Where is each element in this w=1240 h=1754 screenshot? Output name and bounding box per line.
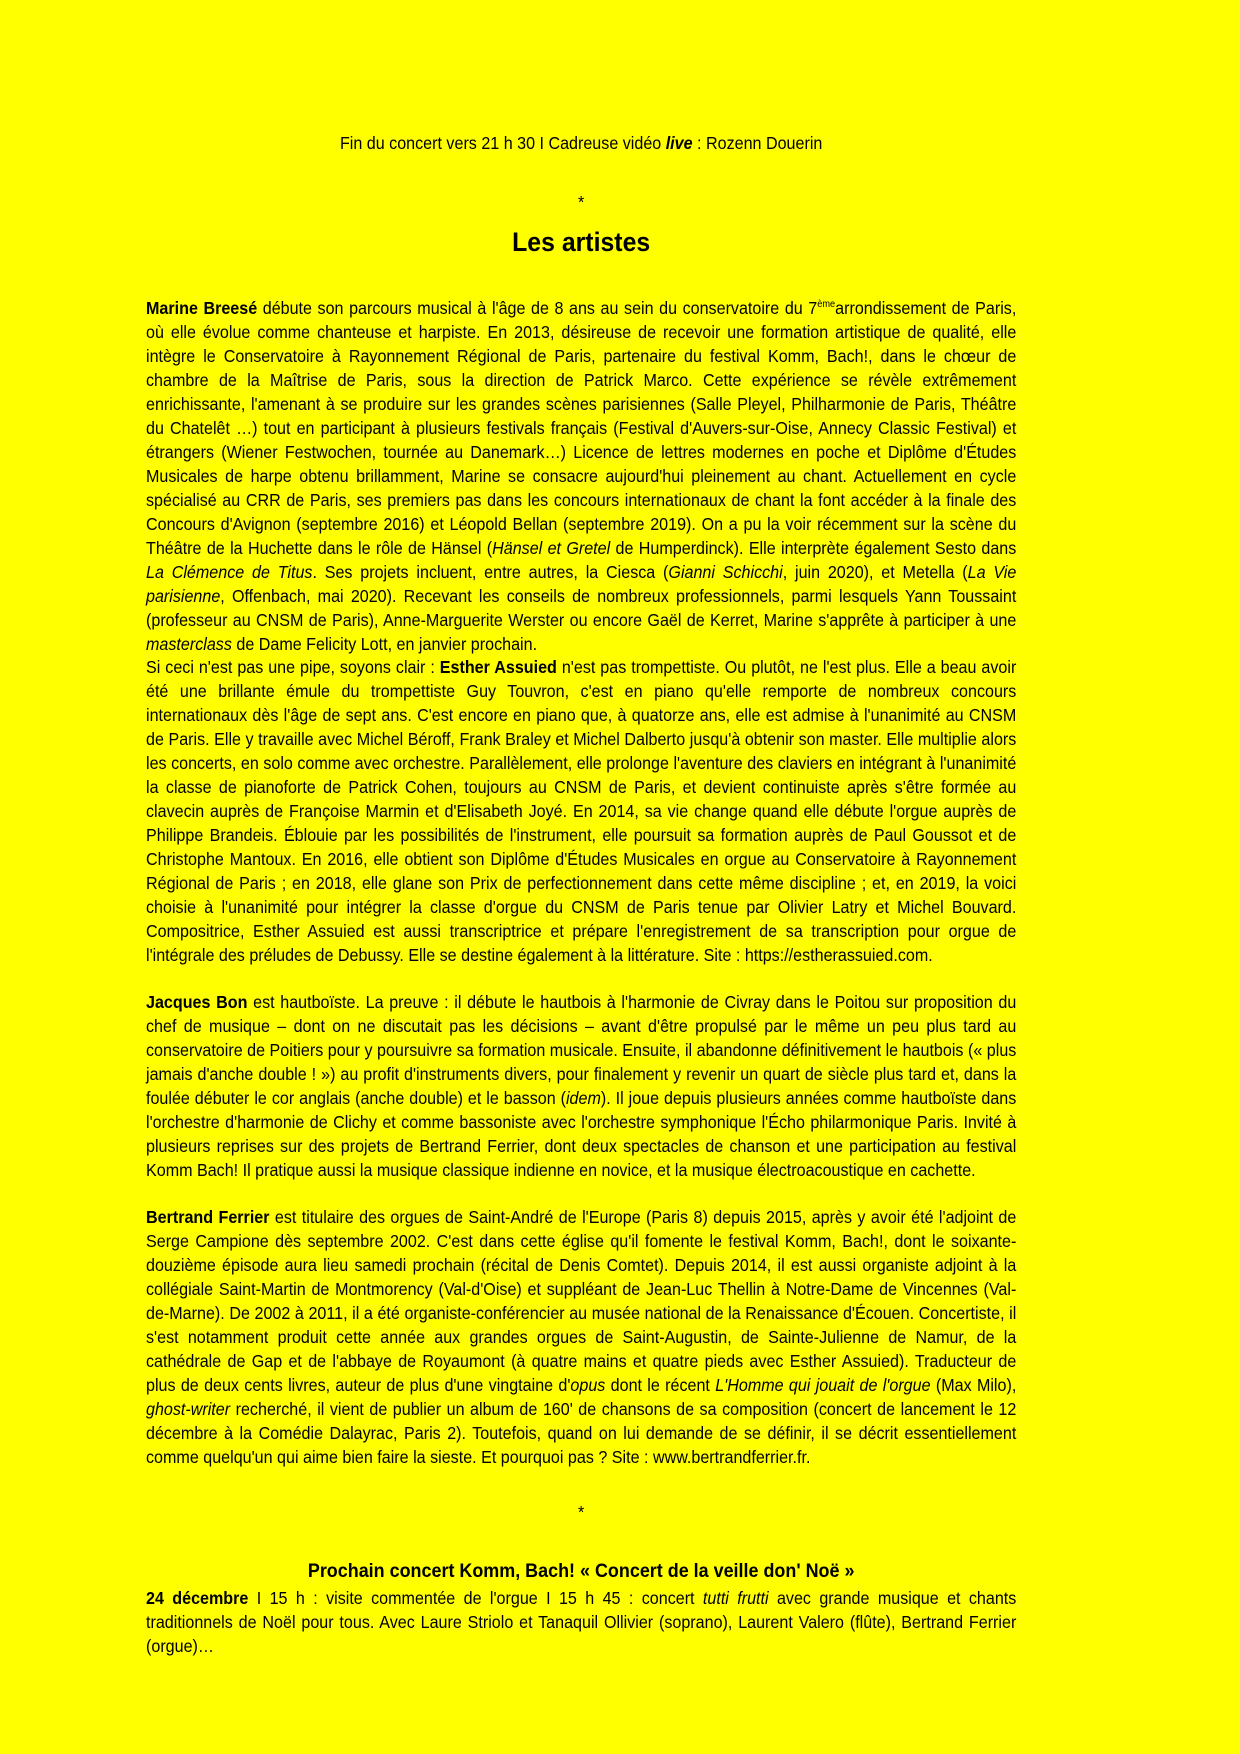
italic-run: opus <box>570 1375 606 1395</box>
bold-run: 24 décembre <box>146 1588 249 1608</box>
text-run: arrondissement de Paris, où elle évolue comme chanteuse et harpiste. En 2013, désireuse de recevoir une formation artistique de qualité, elle intègre le Conservatoire à Rayonnement Régional de Paris, partenaire du festival Komm, Bach!, dans le chœur de chambre de la Maîtrise de Paris, sous la direction de Patrick Marco. Cette expérience se révèle extrêmement enrichissante, l'amenant à se produire sur les grandes scènes parisiennes (Salle Pleyel, Philharmonie de Paris, Théâtre du Chatelêt …) tout en participant à plusieurs festivals français (Festival d'Auvers-sur-Oise, Annecy Classic Festival) et étrangers (Wiener Festwochen, tournée au Danemark…) Licence de lettres modernes en poche et Diplôme d'Études Musicales de harpe obtenu brillamment, Marine se consacre aujourd'hui pleinement au chant. Actuellement en cycle spécialisé au CRR de Paris, ses premiers pas dans les concours internationaux de chant la font accéder à la finale des Concours d'Avignon (septembre 2016) et Léopold Bellan (septembre 2019). On a pu la voir récemment sur la scène du Théâtre de la Huchette dans le rôle de Hänsel ( <box>146 298 1017 558</box>
italic-run: ghost-writer <box>146 1399 231 1419</box>
superscript-run: ème <box>817 299 836 311</box>
bold-run: Marine Breesé <box>146 298 258 318</box>
concert-info-line <box>146 131 1016 155</box>
bio-bertrand-ferrier <box>146 1205 1016 1469</box>
text-run: ). Il joue depuis plusieurs années comme hautboïste dans l'orchestre d'harmonie de Clichy et comme bassoniste avec l'orchestre symphonique l'Écho philarmonique Paris. Invité à plusieurs reprises sur des projets de Bertrand Ferrier, dont deux spectacles de chanson et une participation au festival Komm Bach! Il pratique aussi la musique classique indienne en novice, et la musique électroacoustique en cachette. <box>146 1088 1017 1180</box>
section-title: Les artistes <box>512 227 651 257</box>
next-concert-title: Prochain concert Komm, Bach! « Concert de la veille don' Noë » <box>307 1560 855 1582</box>
cadreuse-name: : Rozenn Douerin <box>692 133 823 153</box>
text-run: débute son parcours musical à l'âge de 8 ans au sein du conservatoire du 7 <box>257 298 818 318</box>
bio-jacques-bon <box>146 990 1016 1182</box>
text-run: , juin 2020), et Metella ( <box>782 562 968 582</box>
bold-run: Esther Assuied <box>439 657 557 677</box>
text-run: I 15 h : visite commentée de l'orgue I 15 h 45 : concert <box>248 1588 703 1608</box>
bio-marine-breese <box>146 296 1016 656</box>
bold-run: Jacques Bon <box>146 992 248 1012</box>
text-run: (Max Milo), <box>930 1375 1017 1395</box>
italic-run: idem <box>565 1088 601 1108</box>
italic-run: Gianni Schicchi <box>668 562 783 582</box>
separator-asterisk-2: * <box>578 1502 585 1522</box>
bold-run: Bertrand Ferrier <box>146 1207 270 1227</box>
italic-run: Hänsel et Gretel <box>492 538 611 558</box>
text-run: de Humperdinck). Elle interprète également Sesto dans <box>610 538 1017 558</box>
text-run: recherché, il vient de publier un album de 160' de chansons de sa composition (concert de lancement le 12 décembre à la Comédie Dalayrac, Paris 2). Toutefois, quand on lui demande de se définir, il se décrit essentiellement comme quelqu'un qui aime bien faire la sieste. Et pourquoi pas ? Site : www.bertrandferrier.fr. <box>146 1399 1017 1467</box>
italic-run: La Vie parisienne <box>146 562 1017 606</box>
text-run: dont le récent <box>605 1375 716 1395</box>
italic-run: masterclass <box>146 634 232 654</box>
text-run: est hautboïste. La preuve : il débute le hautbois à l'harmonie de Civray dans le Poitou sur proposition du chef de musique – dont on ne discutait pas les décisions – avant d'être propulsé par le même un peu plus tard au conservatoire de Poitiers pour y poursuivre sa formation musicale. Ensuite, il abandonne définitivement le hautbois (« plus jamais d'anche double ! ») au profit d'instruments divers, pour finalement y revenir un quart de siècle plus tard et, dans la foulée débuter le cor anglais (anche double) et le basson ( <box>146 992 1017 1108</box>
text-run: avec grande musique et chants traditionnels de Noël pour tous. Avec Laure Striolo et Tanaquil Ollivier (soprano), Laurent Valero (flûte), Bertrand Ferrier (orgue)… <box>146 1588 1017 1656</box>
separator-asterisk: * <box>578 192 585 212</box>
text-run: . Ses projets incluent, entre autres, la Ciesca ( <box>312 562 669 582</box>
text-run: n'est pas trompettiste. Ou plutôt, ne l'est plus. Elle a beau avoir été une brillante émule du trompettiste Guy Touvron, c'est en piano qu'elle remporte de nombreux concours internationaux dès l'âge de sept ans. C'est encore en piano que, à quatorze ans, elle est admise à l'unanimité au CNSM de Paris. Elle y travaille avec Michel Béroff, Frank Braley et Michel Dalberto jusqu'à obtenir son master. Elle multiplie alors les concerts, en solo comme avec orchestre. Parallèlement, elle prolonge l'aventure des claviers en intégrant à l'unanimité la classe de pianoforte de Patrick Cohen, toujours au CNSM de Paris, et devient continuiste après s'être formée au clavecin auprès de Françoise Marmin et d'Elisabeth Joyé. En 2014, sa vie change quand elle débute l'orgue auprès de Philippe Brandeis. Éblouie par les possibilités de l'instrument, elle poursuit sa formation auprès de Paul Goussot et de Christophe Mantoux. En 2016, elle obtient son Diplôme d'Études Musicales en orgue au Conservatoire à Rayonnement Régional de Paris ; en 2018, elle glane son Prix de perfectionnement dans cette même discipline ; et, en 2019, la voici choisie à l'unanimité pour intégrer la classe d'orgue du CNSM de Paris tenue par Olivier Latry et Michel Bouvard. Compositrice, Esther Assuied est aussi transcriptrice et prépare l'enregistrement de sa transcription pour orgue de l'intégrale des préludes de Debussy. Elle se destine également à la littérature. Site : https://estherassuied.com. <box>146 657 1017 965</box>
text-run: de Dame Felicity Lott, en janvier prochain. <box>231 634 538 654</box>
italic-run: L'Homme qui jouait de l'orgue <box>715 1375 931 1395</box>
text-run: est titulaire des orgues de Saint-André de l'Europe (Paris 8) depuis 2015, après y avoir été l'adjoint de Serge Campione dès septembre 2002. C'est dans cette église qu'il fomente le festival Komm, Bach!, dont le soixante-douzième épisode aura lieu samedi prochain (récital de Denis Comtet). Depuis 2014, il est aussi organiste adjoint à la collégiale Saint-Martin de Montmorency (Val-d'Oise) et suppléant de Jean-Luc Thellin à Notre-Dame de Vincennes (Val-de-Marne). De 2002 à 2011, il a été organiste-conférencier au musée national de la Renaissance d'Écouen. Concertiste, il s'est notamment produit cette année aux grandes orgues de Saint-Augustin, de Sainte-Julienne de Namur, de la cathédrale de Gap et de l'abbaye de Royaumont (à quatre mains et quatre pieds avec Esther Assuied). Traducteur de plus de deux cents livres, auteur de plus d'une vingtaine d' <box>146 1207 1017 1395</box>
text-run: , Offenbach, mai 2020). Recevant les conseils de nombreux professionnels, parmi lesquels Yann Toussaint (professeur au CNSM de Paris), Anne-Marguerite Werster ou encore Gaël de Kerret, Marine s'apprête à participer à une <box>146 586 1017 630</box>
text-run: Si ceci n'est pas une pipe, soyons clair : <box>146 657 440 677</box>
live-word: live <box>665 133 693 153</box>
italic-run: tutti frutti <box>702 1588 769 1608</box>
concert-info-text: Fin du concert vers 21 h 30 I Cadreuse vidéo <box>339 133 666 153</box>
italic-run: La Clémence de Titus <box>146 562 313 582</box>
next-concert-details <box>146 1586 1016 1658</box>
bio-esther-assuied <box>146 655 1016 967</box>
